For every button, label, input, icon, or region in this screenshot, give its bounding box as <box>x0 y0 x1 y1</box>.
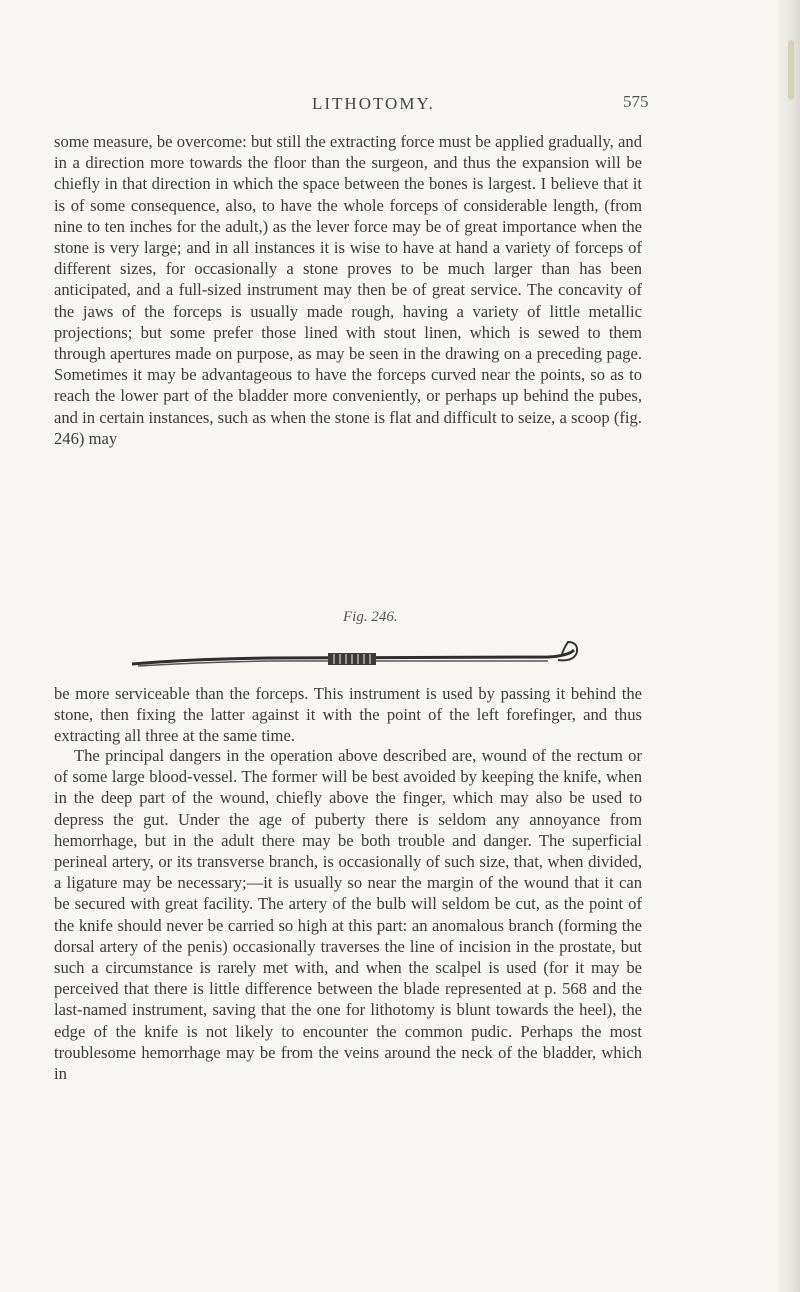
page-stain <box>788 40 794 100</box>
scoop-instrument-illustration <box>128 640 580 676</box>
paragraph-2: be more serviceable than the forceps. This instrument is used by passing it behind the stone, then fixing the latter against it with the point of the left forefinger, and thus extracting all three at the same time. <box>54 684 642 746</box>
paragraph-1: some measure, be overcome: but still the extracting force must be applied gradually, and in a direction more towards the floor than the surgeon, and thus the expansion will be chiefly in that direction in which the space between the bones is largest. I believe that it is of some consequence, also, to have the whole forceps of considerable length, (from nine to ten inches for the adult,) as the lever force may be of great importance when the stone is very large; and in all instances it is wise to have at hand a variety of forceps of different sizes, for occasionally a stone proves to be much larger than has been anticipated, and a full-sized instrument may then be of great service. The concavity of the jaws of the forceps is usually made rough, having a variety of little metallic projections; but some prefer those lined with stout linen, which is sewed to them through apertures made on purpose, as may be seen in the drawing on a preceding page. Sometimes it may be advantageous to have the forceps curved near the points, so as to reach the lower part of the bladder more conveniently, or perhaps up behind the pubes, and in certain instances, such as when the stone is flat and difficult to seize, a scoop (fig. 246) may <box>54 132 642 448</box>
page-edge <box>778 0 800 1292</box>
page-number: 575 <box>623 92 649 111</box>
paragraph-3: The principal dangers in the operation above described are, wound of the rectum or of some large blood-vessel. The former will be best avoided by keeping the knife, when in the deep part of the wound, chiefly above the finger, which may also be used to depress the gut. Under the age of puberty there is seldom any annoyance from hemorrhage, but in the adult there may be both trouble and danger. The superficial perineal artery, or its transverse branch, is occasionally of such size, that, when divided, a ligature may be necessary;—it is usually so near the margin of the wound that it can be secured with great facility. The artery of the bulb will seldom be cut, as the point of the knife should never be carried so high at this part: an anomalous branch (forming the dorsal artery of the penis) occasionally traverses the line of incision in the prostate, but such a circumstance is rarely met with, and when the scalpel is used (for it may be perceived that there is little difference between the blade represented at p. 568 and the last-named instrument, saving that the one for lithotomy is blunt towards the heel), the edge of the knife is not likely to encounter the common pudic. Perhaps the most troublesome hemorrhage may be from the veins around the neck of the bladder, which in <box>54 746 642 1084</box>
running-head: LITHOTOMY. <box>312 94 435 113</box>
figure-caption: Fig. 246. <box>343 609 398 625</box>
